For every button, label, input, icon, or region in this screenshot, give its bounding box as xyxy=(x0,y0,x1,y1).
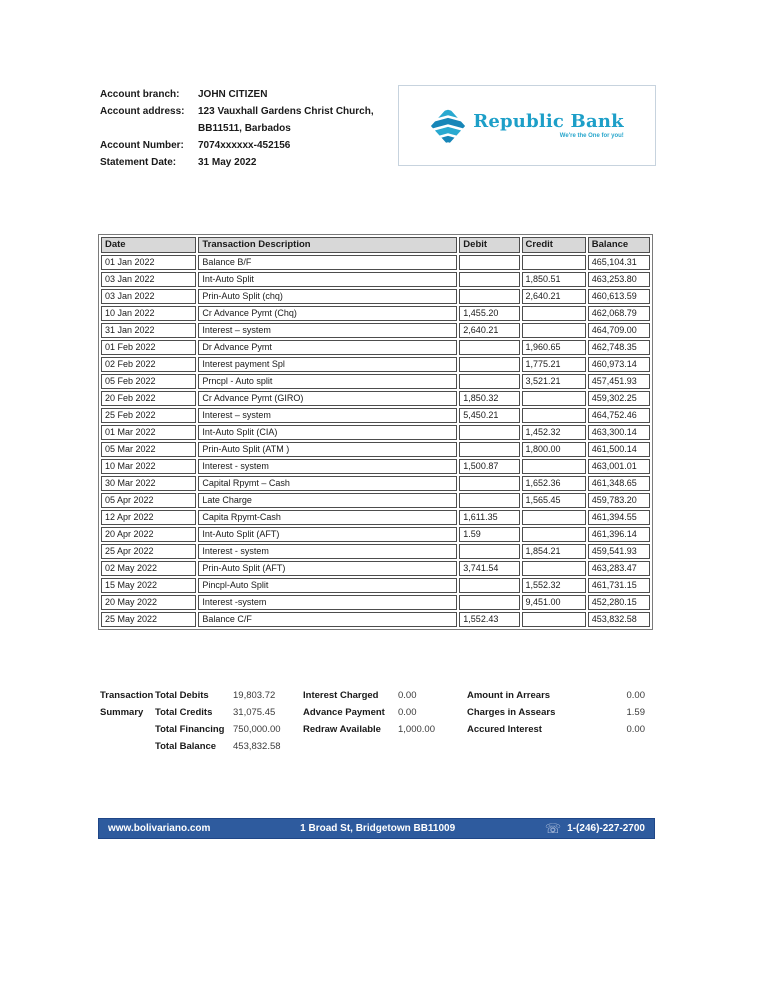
cell-description: Prncpl - Auto split xyxy=(198,374,457,389)
cell-debit xyxy=(459,289,519,304)
account-address-line1: 123 Vauxhall Gardens Christ Church, xyxy=(198,106,374,117)
table-row xyxy=(101,578,650,593)
cell-balance: 461,731.15 xyxy=(588,578,650,593)
summary-value: 750,000.00 xyxy=(233,724,281,735)
cell-date: 20 Apr 2022 xyxy=(101,527,196,542)
cell-debit: 1,455.20 xyxy=(459,306,519,321)
table-row xyxy=(101,408,650,423)
cell-date: 20 Feb 2022 xyxy=(101,391,196,406)
table-row xyxy=(101,289,650,304)
cell-credit xyxy=(522,306,586,321)
table-row xyxy=(101,476,650,491)
cell-credit: 1,850.51 xyxy=(522,272,586,287)
cell-balance: 463,283.47 xyxy=(588,561,650,576)
cell-date: 05 Mar 2022 xyxy=(101,442,196,457)
cell-description: Interest – system xyxy=(198,323,457,338)
cell-debit xyxy=(459,442,519,457)
table-row xyxy=(101,391,650,406)
transactions-table xyxy=(98,234,653,630)
cell-date: 25 Feb 2022 xyxy=(101,408,196,423)
header-date: Date xyxy=(101,237,196,253)
account-branch-value: JOHN CITIZEN xyxy=(198,89,268,100)
table-row xyxy=(101,323,650,338)
cell-credit xyxy=(522,323,586,338)
cell-description: Capital Rpymt – Cash xyxy=(198,476,457,491)
summary-label: Accured Interest xyxy=(467,724,542,735)
cell-credit xyxy=(522,612,586,627)
cell-credit: 1,452.32 xyxy=(522,425,586,440)
footer-address: 1 Broad St, Bridgetown BB11009 xyxy=(300,823,456,834)
cell-debit xyxy=(459,255,519,270)
cell-description: Int-Auto Split (AFT) xyxy=(198,527,457,542)
summary-label: Redraw Available xyxy=(303,724,381,735)
cell-description: Late Charge xyxy=(198,493,457,508)
cell-balance: 459,783.20 xyxy=(588,493,650,508)
summary-value: 0.00 xyxy=(626,724,645,735)
cell-balance: 460,973.14 xyxy=(588,357,650,372)
cell-credit xyxy=(522,510,586,525)
cell-date: 01 Mar 2022 xyxy=(101,425,196,440)
cell-debit: 3,741.54 xyxy=(459,561,519,576)
cell-debit: 1,611.35 xyxy=(459,510,519,525)
summary-value: 0.00 xyxy=(398,690,417,701)
cell-balance: 465,104.31 xyxy=(588,255,650,270)
table-row xyxy=(101,425,650,440)
cell-debit xyxy=(459,578,519,593)
summary-label: Amount in Arrears xyxy=(467,690,551,701)
cell-date: 10 Jan 2022 xyxy=(101,306,196,321)
table-row xyxy=(101,459,650,474)
summary-label: Interest Charged xyxy=(303,690,379,701)
cell-balance: 457,451.93 xyxy=(588,374,650,389)
cell-credit: 1,565.45 xyxy=(522,493,586,508)
bank-logo-box xyxy=(398,85,656,166)
statement-date-label: Statement Date: xyxy=(100,157,177,168)
cell-balance: 461,500.14 xyxy=(588,442,650,457)
table-row xyxy=(101,527,650,542)
diamond-ribbon-logo-icon xyxy=(430,105,466,147)
cell-debit xyxy=(459,374,519,389)
cell-debit xyxy=(459,425,519,440)
footer-phone-number: 1-(246)-227-2700 xyxy=(567,823,645,834)
cell-description: Interest - system xyxy=(198,459,457,474)
cell-description: Prin-Auto Split (AFT) xyxy=(198,561,457,576)
cell-balance: 452,280.15 xyxy=(588,595,650,610)
account-branch-label: Account branch: xyxy=(100,89,180,100)
summary-value: 0.00 xyxy=(626,690,645,701)
cell-description: Cr Advance Pymt (GIRO) xyxy=(198,391,457,406)
summary-title-line2: Summary xyxy=(100,707,144,718)
summary-value: 19,803.72 xyxy=(233,690,276,701)
account-address-label: Account address: xyxy=(100,106,185,117)
cell-debit xyxy=(459,493,519,508)
table-row xyxy=(101,340,650,355)
header-debit: Debit xyxy=(459,237,519,253)
cell-description: Interest payment Spl xyxy=(198,357,457,372)
summary-label: Total Credits xyxy=(155,707,213,718)
cell-balance: 464,709.00 xyxy=(588,323,650,338)
cell-debit xyxy=(459,544,519,559)
cell-credit xyxy=(522,391,586,406)
cell-balance: 461,348.65 xyxy=(588,476,650,491)
table-header-row xyxy=(101,237,650,253)
cell-credit: 1,552.32 xyxy=(522,578,586,593)
table-row xyxy=(101,374,650,389)
cell-date: 02 Feb 2022 xyxy=(101,357,196,372)
cell-credit: 1,800.00 xyxy=(522,442,586,457)
cell-date: 25 May 2022 xyxy=(101,612,196,627)
transaction-rows xyxy=(101,255,650,627)
cell-debit xyxy=(459,595,519,610)
account-number-label: Account Number: xyxy=(100,140,184,151)
cell-description: Pincpl-Auto Split xyxy=(198,578,457,593)
cell-balance: 462,068.79 xyxy=(588,306,650,321)
summary-label: Total Financing xyxy=(155,724,225,735)
cell-balance: 463,300.14 xyxy=(588,425,650,440)
summary-value: 1.59 xyxy=(626,707,645,718)
account-address-spacer xyxy=(100,120,198,137)
cell-description: Interest - system xyxy=(198,544,457,559)
cell-debit xyxy=(459,357,519,372)
cell-description: Interest -system xyxy=(198,595,457,610)
cell-balance: 461,394.55 xyxy=(588,510,650,525)
table-row xyxy=(101,612,650,627)
summary-arrears-group xyxy=(467,687,645,738)
summary-title-line1: Transaction xyxy=(100,690,154,701)
table-row xyxy=(101,510,650,525)
cell-credit: 3,521.21 xyxy=(522,374,586,389)
summary-value: 0.00 xyxy=(398,707,417,718)
table-row xyxy=(101,442,650,457)
table-row xyxy=(101,272,650,287)
cell-date: 01 Feb 2022 xyxy=(101,340,196,355)
cell-description: Prin-Auto Split (chq) xyxy=(198,289,457,304)
footer-bar xyxy=(98,818,655,839)
cell-date: 15 May 2022 xyxy=(101,578,196,593)
cell-balance: 464,752.46 xyxy=(588,408,650,423)
header-credit: Credit xyxy=(522,237,586,253)
cell-debit: 1,552.43 xyxy=(459,612,519,627)
summary-value: 453,832.58 xyxy=(233,741,281,752)
cell-balance: 463,253.80 xyxy=(588,272,650,287)
cell-balance: 460,613.59 xyxy=(588,289,650,304)
summary-label: Total Balance xyxy=(155,741,217,752)
cell-date: 30 Mar 2022 xyxy=(101,476,196,491)
summary-label: Advance Payment xyxy=(303,707,385,718)
table-row xyxy=(101,544,650,559)
cell-date: 05 Feb 2022 xyxy=(101,374,196,389)
statement-date-value: 31 May 2022 xyxy=(198,157,257,168)
cell-debit: 5,450.21 xyxy=(459,408,519,423)
cell-balance: 459,541.93 xyxy=(588,544,650,559)
logo-text xyxy=(473,112,624,139)
cell-date: 20 May 2022 xyxy=(101,595,196,610)
cell-credit xyxy=(522,255,586,270)
cell-date: 25 Apr 2022 xyxy=(101,544,196,559)
cell-date: 01 Jan 2022 xyxy=(101,255,196,270)
cell-credit xyxy=(522,459,586,474)
cell-description: Cr Advance Pymt (Chq) xyxy=(198,306,457,321)
cell-debit: 1.59 xyxy=(459,527,519,542)
cell-credit xyxy=(522,408,586,423)
account-info-block xyxy=(100,86,374,171)
header-description: Transaction Description xyxy=(198,237,457,253)
summary-interest-group xyxy=(303,687,468,738)
cell-balance: 463,001.01 xyxy=(588,459,650,474)
table-row xyxy=(101,561,650,576)
cell-date: 05 Apr 2022 xyxy=(101,493,196,508)
cell-date: 02 May 2022 xyxy=(101,561,196,576)
summary-value: 1,000.00 xyxy=(398,724,435,735)
cell-description: Balance C/F xyxy=(198,612,457,627)
cell-debit xyxy=(459,340,519,355)
cell-date: 10 Mar 2022 xyxy=(101,459,196,474)
table-row xyxy=(101,493,650,508)
cell-description: Balance B/F xyxy=(198,255,457,270)
cell-description: Int-Auto Split (CIA) xyxy=(198,425,457,440)
cell-description: Int-Auto Split xyxy=(198,272,457,287)
cell-credit: 1,960.65 xyxy=(522,340,586,355)
cell-credit: 1,854.21 xyxy=(522,544,586,559)
cell-description: Interest – system xyxy=(198,408,457,423)
cell-credit: 1,652.36 xyxy=(522,476,586,491)
transaction-summary xyxy=(100,687,656,762)
account-number-value: 7074xxxxxx-452156 xyxy=(198,140,291,151)
table-row xyxy=(101,595,650,610)
cell-date: 12 Apr 2022 xyxy=(101,510,196,525)
cell-debit xyxy=(459,272,519,287)
cell-balance: 461,396.14 xyxy=(588,527,650,542)
cell-description: Prin-Auto Split (ATM ) xyxy=(198,442,457,457)
cell-credit xyxy=(522,527,586,542)
cell-date: 03 Jan 2022 xyxy=(101,272,196,287)
cell-balance: 459,302.25 xyxy=(588,391,650,406)
telephone-icon: ☏ xyxy=(544,821,562,836)
table-row xyxy=(101,357,650,372)
cell-debit: 2,640.21 xyxy=(459,323,519,338)
summary-value: 31,075.45 xyxy=(233,707,276,718)
cell-balance: 462,748.35 xyxy=(588,340,650,355)
footer-website[interactable]: www.bolivariano.com xyxy=(108,823,211,834)
cell-credit: 2,640.21 xyxy=(522,289,586,304)
bank-tagline: We're the One for you! xyxy=(559,133,624,139)
cell-debit: 1,500.87 xyxy=(459,459,519,474)
bank-name: Republic Bank xyxy=(473,111,624,132)
cell-debit xyxy=(459,476,519,491)
account-address-line2: BB11511, Barbados xyxy=(198,123,291,134)
cell-date: 03 Jan 2022 xyxy=(101,289,196,304)
cell-credit: 9,451.00 xyxy=(522,595,586,610)
table-row xyxy=(101,255,650,270)
footer-phone-group xyxy=(545,822,645,835)
cell-description: Capita Rpymt-Cash xyxy=(198,510,457,525)
cell-date: 31 Jan 2022 xyxy=(101,323,196,338)
cell-debit: 1,850.32 xyxy=(459,391,519,406)
cell-description: Dr Advance Pymt xyxy=(198,340,457,355)
header-balance: Balance xyxy=(588,237,650,253)
summary-label: Total Debits xyxy=(155,690,209,701)
cell-credit xyxy=(522,561,586,576)
table-row xyxy=(101,306,650,321)
cell-balance: 453,832.58 xyxy=(588,612,650,627)
summary-title xyxy=(100,687,154,721)
summary-label: Charges in Assears xyxy=(467,707,556,718)
cell-credit: 1,775.21 xyxy=(522,357,586,372)
